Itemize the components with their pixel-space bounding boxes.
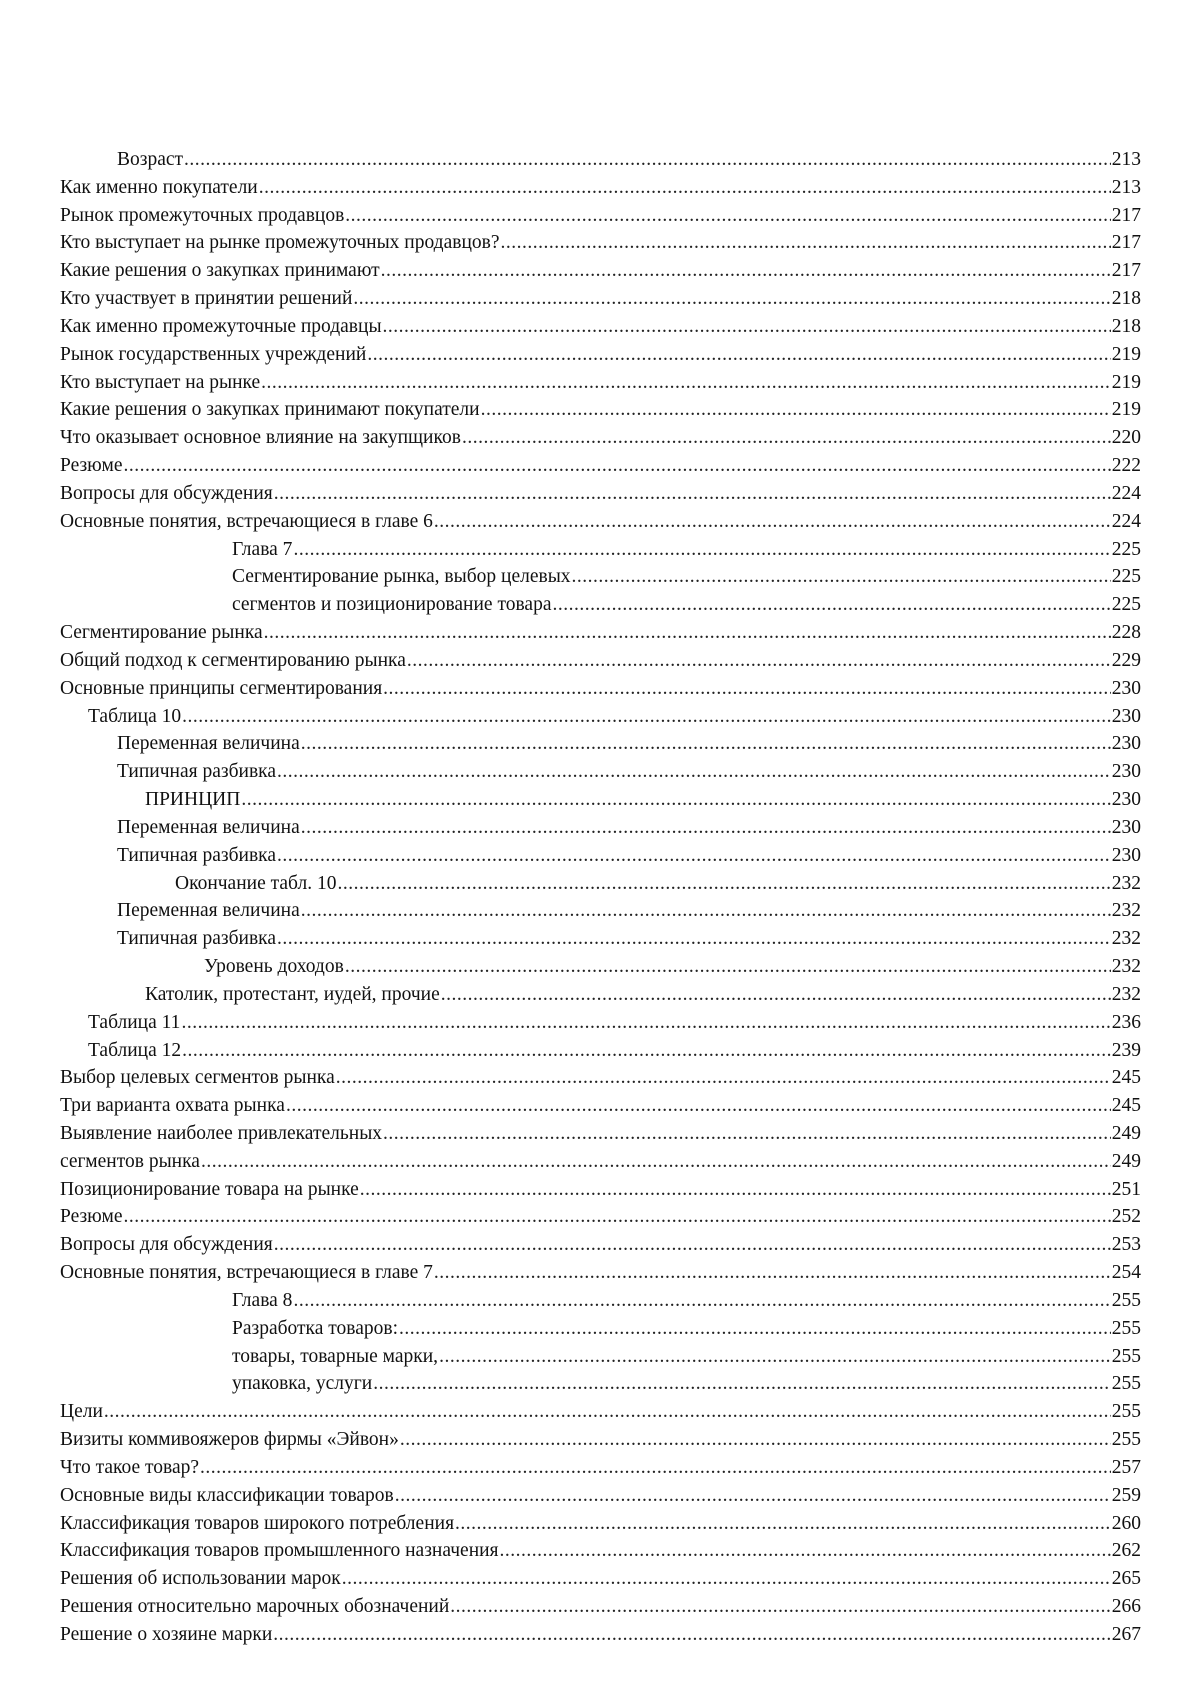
toc-entry-page-number: 219: [1111, 369, 1141, 397]
toc-entry-title: Таблица 10: [88, 703, 182, 731]
toc-entry-title: Рынок государственных учреждений: [60, 341, 367, 369]
toc-entry-title: Рынок промежуточных продавцов: [60, 202, 345, 230]
toc-dot-leader: [500, 1537, 1111, 1565]
toc-entry: [60, 285, 1141, 313]
toc-entry: [60, 1009, 1141, 1037]
toc-entry-page-number: 259: [1111, 1482, 1141, 1510]
toc-entry: [60, 703, 1141, 731]
toc-entry: [60, 229, 1141, 257]
toc-entry: [60, 1287, 1141, 1315]
toc-dot-leader: [336, 1064, 1111, 1092]
toc-entry-page-number: 232: [1111, 953, 1141, 981]
toc-entry: [60, 897, 1141, 925]
toc-dot-leader: [441, 981, 1111, 1009]
toc-entry: [60, 842, 1141, 870]
toc-entry: [60, 1537, 1141, 1565]
toc-entry: [60, 1037, 1141, 1065]
toc-entry-page-number: 232: [1111, 925, 1141, 953]
toc-entry-page-number: 232: [1111, 981, 1141, 1009]
toc-entry-page-number: 220: [1111, 424, 1141, 452]
toc-entry-title: Классификация товаров промышленного назначения: [60, 1537, 500, 1565]
toc-dot-leader: [383, 1120, 1111, 1148]
toc-entry-title: сегментов и позиционирование товара: [232, 591, 552, 619]
toc-dot-leader: [124, 452, 1111, 480]
toc-entry: [60, 1120, 1141, 1148]
toc-dot-leader: [293, 536, 1110, 564]
toc-entry: [60, 202, 1141, 230]
toc-entry-title: Сегментирование рынка, выбор целевых: [232, 563, 572, 591]
toc-entry-page-number: 217: [1111, 257, 1141, 285]
toc-entry-page-number: 255: [1111, 1287, 1141, 1315]
toc-dot-leader: [182, 1037, 1111, 1065]
toc-entry-page-number: 225: [1111, 591, 1141, 619]
toc-entry-title: Разработка товаров:: [232, 1315, 399, 1343]
toc-entry-page-number: 228: [1111, 619, 1141, 647]
toc-entry-page-number: 222: [1111, 452, 1141, 480]
toc-entry: [60, 1370, 1141, 1398]
toc-entry-title: Возраст: [117, 146, 184, 174]
toc-entry-title: Уровень доходов: [204, 953, 345, 981]
toc-entry: [60, 174, 1141, 202]
toc-entry: [60, 396, 1141, 424]
toc-entry-page-number: 257: [1111, 1454, 1141, 1482]
toc-entry-title: Таблица 11: [88, 1009, 181, 1037]
toc-entry-title: Резюме: [60, 1203, 124, 1231]
toc-entry-title: Основные понятия, встречающиеся в главе 7: [60, 1259, 434, 1287]
table-of-contents: [60, 146, 1141, 1649]
toc-entry-title: Какие решения о закупках принимают: [60, 257, 381, 285]
toc-entry: [60, 452, 1141, 480]
toc-entry: [60, 1510, 1141, 1538]
toc-entry-title: товары, товарные марки,: [232, 1343, 439, 1371]
toc-entry-title: Вопросы для обсуждения: [60, 1231, 274, 1259]
toc-dot-leader: [450, 1593, 1110, 1621]
toc-dot-leader: [301, 814, 1111, 842]
toc-dot-leader: [345, 953, 1111, 981]
toc-entry-page-number: 267: [1111, 1621, 1141, 1649]
toc-entry-page-number: 255: [1111, 1343, 1141, 1371]
toc-entry-page-number: 245: [1111, 1064, 1141, 1092]
toc-entry-page-number: 236: [1111, 1009, 1141, 1037]
toc-dot-leader: [264, 619, 1111, 647]
toc-dot-leader: [286, 1092, 1111, 1120]
toc-dot-leader: [360, 1176, 1111, 1204]
toc-entry-title: Таблица 12: [88, 1037, 182, 1065]
toc-entry-title: Визиты коммивояжеров фирмы «Эйвон»: [60, 1426, 400, 1454]
toc-dot-leader: [241, 786, 1110, 814]
toc-dot-leader: [381, 257, 1111, 285]
toc-entry: [60, 981, 1141, 1009]
toc-entry-page-number: 252: [1111, 1203, 1141, 1231]
toc-entry-page-number: 260: [1111, 1510, 1141, 1538]
toc-entry-title: ПРИНЦИП: [145, 786, 241, 814]
toc-entry-page-number: 249: [1111, 1148, 1141, 1176]
toc-dot-leader: [455, 1510, 1111, 1538]
toc-entry: [60, 536, 1141, 564]
toc-entry-page-number: 219: [1111, 396, 1141, 424]
toc-entry-page-number: 230: [1111, 842, 1141, 870]
toc-entry: [60, 1482, 1141, 1510]
toc-entry-page-number: 225: [1111, 536, 1141, 564]
toc-entry-title: Сегментирование рынка: [60, 619, 264, 647]
toc-entry-title: Католик, протестант, иудей, прочие: [145, 981, 441, 1009]
toc-entry-page-number: 230: [1111, 814, 1141, 842]
toc-entry-page-number: 230: [1111, 786, 1141, 814]
toc-dot-leader: [182, 703, 1111, 731]
toc-entry-title: Кто участвует в принятии решений: [60, 285, 353, 313]
toc-entry: [60, 1203, 1141, 1231]
toc-entry-title: Кто выступает на рынке промежуточных продавцов?: [60, 229, 501, 257]
toc-entry-title: Что оказывает основное влияние на закупщиков: [60, 424, 462, 452]
toc-dot-leader: [277, 842, 1111, 870]
toc-dot-leader: [274, 480, 1111, 508]
toc-entry-page-number: 225: [1111, 563, 1141, 591]
toc-entry: [60, 953, 1141, 981]
toc-entry-page-number: 253: [1111, 1231, 1141, 1259]
toc-entry-title: Какие решения о закупках принимают покупатели: [60, 396, 481, 424]
toc-entry-page-number: 239: [1111, 1037, 1141, 1065]
toc-entry-page-number: 230: [1111, 703, 1141, 731]
toc-entry: [60, 257, 1141, 285]
toc-entry: [60, 786, 1141, 814]
toc-entry: [60, 591, 1141, 619]
toc-entry-title: Решения об использовании марок: [60, 1565, 342, 1593]
toc-entry-page-number: 265: [1111, 1565, 1141, 1593]
toc-dot-leader: [552, 591, 1110, 619]
toc-dot-leader: [277, 925, 1111, 953]
toc-entry: [60, 870, 1141, 898]
toc-dot-leader: [301, 897, 1111, 925]
toc-entry-page-number: 229: [1111, 647, 1141, 675]
toc-dot-leader: [259, 174, 1111, 202]
toc-dot-leader: [501, 229, 1111, 257]
toc-entry: [60, 814, 1141, 842]
toc-dot-leader: [104, 1398, 1111, 1426]
toc-entry-title: Глава 8: [232, 1287, 293, 1315]
toc-entry: [60, 1092, 1141, 1120]
toc-entry-title: Вопросы для обсуждения: [60, 480, 274, 508]
toc-entry-title: Общий подход к сегментированию рынка: [60, 647, 407, 675]
toc-entry: [60, 730, 1141, 758]
toc-dot-leader: [301, 730, 1111, 758]
toc-entry: [60, 1565, 1141, 1593]
toc-dot-leader: [274, 1231, 1111, 1259]
toc-dot-leader: [273, 1621, 1110, 1649]
toc-entry-title: Как именно промежуточные продавцы: [60, 313, 383, 341]
toc-entry-title: Три варианта охвата рынка: [60, 1092, 286, 1120]
toc-entry-title: упаковка, услуги: [232, 1370, 373, 1398]
toc-dot-leader: [383, 313, 1111, 341]
toc-dot-leader: [367, 341, 1110, 369]
toc-entry-title: Глава 7: [232, 536, 293, 564]
toc-dot-leader: [277, 758, 1111, 786]
toc-dot-leader: [434, 508, 1111, 536]
toc-entry-page-number: 230: [1111, 758, 1141, 786]
toc-entry-page-number: 230: [1111, 675, 1141, 703]
toc-entry-title: Резюме: [60, 452, 124, 480]
toc-dot-leader: [373, 1370, 1111, 1398]
toc-dot-leader: [383, 675, 1111, 703]
toc-entry-page-number: 255: [1111, 1370, 1141, 1398]
toc-entry-title: Основные понятия, встречающиеся в главе 6: [60, 508, 434, 536]
toc-dot-leader: [439, 1343, 1111, 1371]
toc-entry-page-number: 262: [1111, 1537, 1141, 1565]
toc-entry: [60, 1259, 1141, 1287]
toc-dot-leader: [395, 1482, 1111, 1510]
toc-dot-leader: [201, 1148, 1111, 1176]
toc-entry-title: Классификация товаров широкого потребления: [60, 1510, 455, 1538]
toc-dot-leader: [345, 202, 1110, 230]
toc-entry-page-number: 217: [1111, 229, 1141, 257]
toc-dot-leader: [481, 396, 1111, 424]
toc-entry-title: Переменная величина: [117, 897, 301, 925]
toc-entry: [60, 1398, 1141, 1426]
toc-dot-leader: [400, 1426, 1111, 1454]
toc-entry-page-number: 217: [1111, 202, 1141, 230]
toc-entry-page-number: 254: [1111, 1259, 1141, 1287]
toc-entry-page-number: 249: [1111, 1120, 1141, 1148]
toc-entry-title: Что такое товар?: [60, 1454, 200, 1482]
toc-entry: [60, 424, 1141, 452]
toc-entry: [60, 563, 1141, 591]
toc-entry-title: Переменная величина: [117, 814, 301, 842]
toc-entry-title: Цели: [60, 1398, 104, 1426]
toc-entry-title: Выявление наиболее привлекательных: [60, 1120, 383, 1148]
toc-entry-title: Позиционирование товара на рынке: [60, 1176, 360, 1204]
toc-entry: [60, 146, 1141, 174]
toc-dot-leader: [462, 424, 1111, 452]
toc-entry-title: Типичная разбивка: [117, 925, 277, 953]
toc-entry-title: Решение о хозяине марки: [60, 1621, 273, 1649]
toc-entry: [60, 369, 1141, 397]
toc-entry-title: Основные принципы сегментирования: [60, 675, 383, 703]
toc-entry-title: Типичная разбивка: [117, 758, 277, 786]
toc-entry: [60, 1426, 1141, 1454]
toc-entry-title: сегментов рынка: [60, 1148, 201, 1176]
toc-dot-leader: [337, 870, 1110, 898]
toc-entry-page-number: 245: [1111, 1092, 1141, 1120]
toc-entry-page-number: 255: [1111, 1426, 1141, 1454]
toc-dot-leader: [181, 1009, 1110, 1037]
toc-entry: [60, 1621, 1141, 1649]
toc-entry-page-number: 224: [1111, 480, 1141, 508]
toc-dot-leader: [293, 1287, 1110, 1315]
toc-dot-leader: [572, 563, 1111, 591]
toc-entry: [60, 508, 1141, 536]
toc-entry-page-number: 266: [1111, 1593, 1141, 1621]
toc-entry: [60, 619, 1141, 647]
toc-entry: [60, 1343, 1141, 1371]
toc-dot-leader: [434, 1259, 1111, 1287]
toc-entry-title: Переменная величина: [117, 730, 301, 758]
toc-entry-title: Решения относительно марочных обозначений: [60, 1593, 450, 1621]
toc-entry-page-number: 213: [1111, 174, 1141, 202]
toc-entry: [60, 1315, 1141, 1343]
toc-dot-leader: [399, 1315, 1111, 1343]
toc-entry-page-number: 255: [1111, 1398, 1141, 1426]
toc-entry-title: Кто выступает на рынке: [60, 369, 261, 397]
toc-entry-page-number: 218: [1111, 313, 1141, 341]
toc-entry: [60, 1231, 1141, 1259]
toc-dot-leader: [261, 369, 1111, 397]
toc-dot-leader: [407, 647, 1111, 675]
toc-entry-title: Выбор целевых сегментов рынка: [60, 1064, 336, 1092]
toc-entry-page-number: 251: [1111, 1176, 1141, 1204]
toc-entry-page-number: 219: [1111, 341, 1141, 369]
toc-entry-page-number: 255: [1111, 1315, 1141, 1343]
toc-entry: [60, 1176, 1141, 1204]
toc-entry: [60, 1064, 1141, 1092]
toc-entry: [60, 480, 1141, 508]
toc-entry-page-number: 224: [1111, 508, 1141, 536]
toc-entry: [60, 1454, 1141, 1482]
toc-entry-title: Основные виды классификации товаров: [60, 1482, 395, 1510]
toc-dot-leader: [342, 1565, 1111, 1593]
toc-entry-page-number: 230: [1111, 730, 1141, 758]
toc-entry: [60, 647, 1141, 675]
toc-entry-page-number: 213: [1111, 146, 1141, 174]
toc-entry-page-number: 218: [1111, 285, 1141, 313]
toc-dot-leader: [200, 1454, 1111, 1482]
toc-entry: [60, 758, 1141, 786]
toc-entry: [60, 675, 1141, 703]
toc-entry-page-number: 232: [1111, 870, 1141, 898]
toc-entry: [60, 313, 1141, 341]
toc-dot-leader: [184, 146, 1111, 174]
toc-entry-page-number: 232: [1111, 897, 1141, 925]
toc-entry-title: Окончание табл. 10: [175, 870, 337, 898]
toc-entry: [60, 341, 1141, 369]
toc-entry: [60, 1593, 1141, 1621]
toc-dot-leader: [124, 1203, 1111, 1231]
toc-entry-title: Типичная разбивка: [117, 842, 277, 870]
toc-dot-leader: [353, 285, 1110, 313]
toc-entry: [60, 1148, 1141, 1176]
toc-entry: [60, 925, 1141, 953]
toc-entry-title: Как именно покупатели: [60, 174, 259, 202]
